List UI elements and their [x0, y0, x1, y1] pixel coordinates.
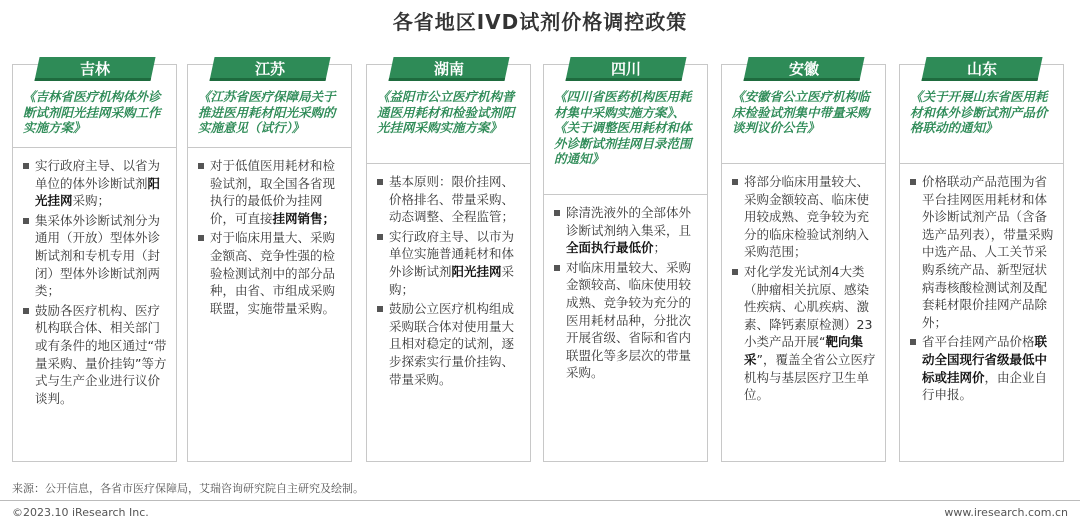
policy-item — [196, 157, 345, 227]
policy-item — [21, 302, 170, 408]
policy-document-title: 《四川省医药机构医用耗材集中采购实施方案》、《关于调整医用耗材和体外诊断试剂挂网目录范围的通知》 — [554, 89, 692, 166]
policy-item — [196, 229, 345, 317]
province-name: 安徽 — [788, 60, 819, 78]
item-text: 基本原则：限价挂网、价格排名、带量采购、动态调整、全程监管； — [389, 174, 515, 225]
highlight-text: 联动全国现行省级最低中标或挂网价 — [922, 334, 1048, 385]
item-text: 集采体外诊断试剂分为通用（开放）型体外诊断试剂和专机专用（封闭）型体外诊断试剂两类； — [35, 212, 161, 299]
item-text: 鼓励各医疗机构、医疗机构联合体、相关部门或有条件的地区通过“带量采购、量价挂钩”等方式与生产企业进行议价谈判。 — [35, 302, 167, 406]
item-text: 价格联动产品范围为省平台挂网医用耗材和体外诊断试剂产品（含备选产品列表），带量采购中选产品、人工关节采购系统产品、新型冠状病毒核酸检测试剂及配套耗材限价挂网产品除外； — [922, 174, 1054, 330]
policy-items — [552, 204, 701, 384]
policy-items — [730, 173, 879, 406]
policy-item — [375, 228, 524, 298]
item-text: ，由企业自行申报。 — [922, 369, 1048, 403]
policy-item — [730, 263, 879, 404]
policy-items — [21, 157, 170, 409]
item-text: ”，覆盖全省公立医疗机构与基层医疗卫生单位。 — [744, 351, 876, 403]
item-text: 省平台挂网产品价格 — [922, 334, 1035, 350]
column-divider — [544, 194, 707, 195]
province-tag — [743, 57, 864, 81]
item-text: ； — [653, 240, 667, 256]
policy-item — [375, 300, 524, 388]
copyright: ©2023.10 iResearch Inc. — [12, 506, 149, 519]
province-tag — [388, 57, 509, 81]
highlight-text: 阳光挂网 — [35, 175, 161, 209]
column-divider — [13, 147, 176, 148]
province-name: 吉林 — [79, 60, 110, 78]
policy-item — [21, 157, 170, 210]
policy-document-title: 《益阳市公立医疗机构普通医用耗材和检验试剂阳光挂网采购实施方案》 — [377, 89, 515, 135]
policy-items — [375, 173, 524, 390]
highlight-text: 靶向集采 — [744, 334, 863, 367]
footer-divider — [0, 500, 1080, 501]
province-tag — [921, 57, 1042, 81]
item-text: 实行政府主导、以省为单位的体外诊断试剂 — [35, 158, 161, 191]
province-name: 四川 — [610, 60, 641, 78]
website-url: www.iresearch.com.cn — [944, 506, 1068, 519]
province-name: 湖南 — [433, 60, 464, 78]
page-title: 各省地区IVD试剂价格调控政策 — [392, 10, 688, 34]
item-text: 除清洗液外的全部体外诊断试剂纳入集采，且 — [566, 205, 692, 238]
highlight-text: 全面执行最低价 — [566, 240, 654, 256]
item-text: 采购； — [389, 263, 515, 297]
policy-document-title: 《吉林省医疗机构体外诊断试剂阳光挂网采购工作实施方案》 — [23, 89, 161, 135]
item-text: 鼓励公立医疗机构组成采购联合体对使用量大且相对稳定的试剂，逐步探索实行量价挂钩、带量采购。 — [389, 301, 515, 387]
item-text: 对化学发光试剂4大类（肿瘤相关抗原、感染性疾病、心肌疾病、激素、降钙素原检测）23小类产品开展“ — [744, 263, 873, 350]
item-text: 对于低值医用耗材和检验试剂，取全国各省现执行的最低价为挂网价，可直接 — [210, 158, 336, 226]
column-divider — [367, 163, 530, 164]
policy-column-1 — [12, 60, 177, 462]
item-text: 对临床用量较大、采购金额较高、临床使用较成熟、竞争较为充分的医用耗材品种，分批次开展省级、省际和省内联盟化等多层次的带量采购。 — [566, 259, 692, 381]
highlight-text: 阳光挂网 — [451, 263, 502, 279]
policy-item — [552, 259, 701, 382]
item-text: 将部分临床用量较大、采购金额较高、临床使用较成熟、竞争较为充分的临床检验试剂纳入采购范围； — [744, 174, 870, 260]
source-note: 来源：公开信息，各省市医疗保障局，艾瑞咨询研究院自主研究及绘制。 — [12, 482, 364, 495]
policy-items — [908, 173, 1057, 406]
policy-item — [21, 212, 170, 300]
province-name: 江苏 — [254, 60, 285, 78]
policy-column-5 — [721, 60, 886, 462]
province-name: 山东 — [966, 60, 997, 78]
policy-items — [196, 157, 345, 319]
policy-item — [375, 173, 524, 226]
province-tag — [34, 57, 155, 81]
policy-document-title: 《安徽省公立医疗机构临床检验试剂集中带量采购谈判议价公告》 — [732, 89, 870, 135]
highlight-text: 挂网销售； — [272, 210, 336, 226]
policy-column-6 — [899, 60, 1064, 462]
policy-item — [908, 173, 1057, 331]
policy-column-2 — [187, 60, 352, 462]
policy-column-4 — [543, 60, 708, 462]
column-divider — [900, 163, 1063, 164]
item-text: 对于临床用量大、采购金额高、竞争性强的检验检测试剂中的部分品种，由省、市组成采购联盟，实施带量采购。 — [210, 230, 336, 316]
policy-document-title: 《关于开展山东省医用耗材和体外诊断试剂产品价格联动的通知》 — [910, 89, 1048, 135]
column-divider — [188, 147, 351, 148]
policy-document-title: 《江苏省医疗保障局关于推进医用耗材阳光采购的实施意见（试行）》 — [198, 89, 336, 135]
policy-item — [730, 173, 879, 261]
province-tag — [565, 57, 686, 81]
policy-column-3 — [366, 60, 531, 462]
item-text: 实行政府主导、以市为单位实施普通耗材和体外诊断试剂 — [389, 228, 515, 279]
province-tag — [209, 57, 330, 81]
item-text: 采购； — [72, 193, 111, 209]
policy-item — [908, 333, 1057, 403]
column-divider — [722, 163, 885, 164]
policy-item — [552, 204, 701, 257]
